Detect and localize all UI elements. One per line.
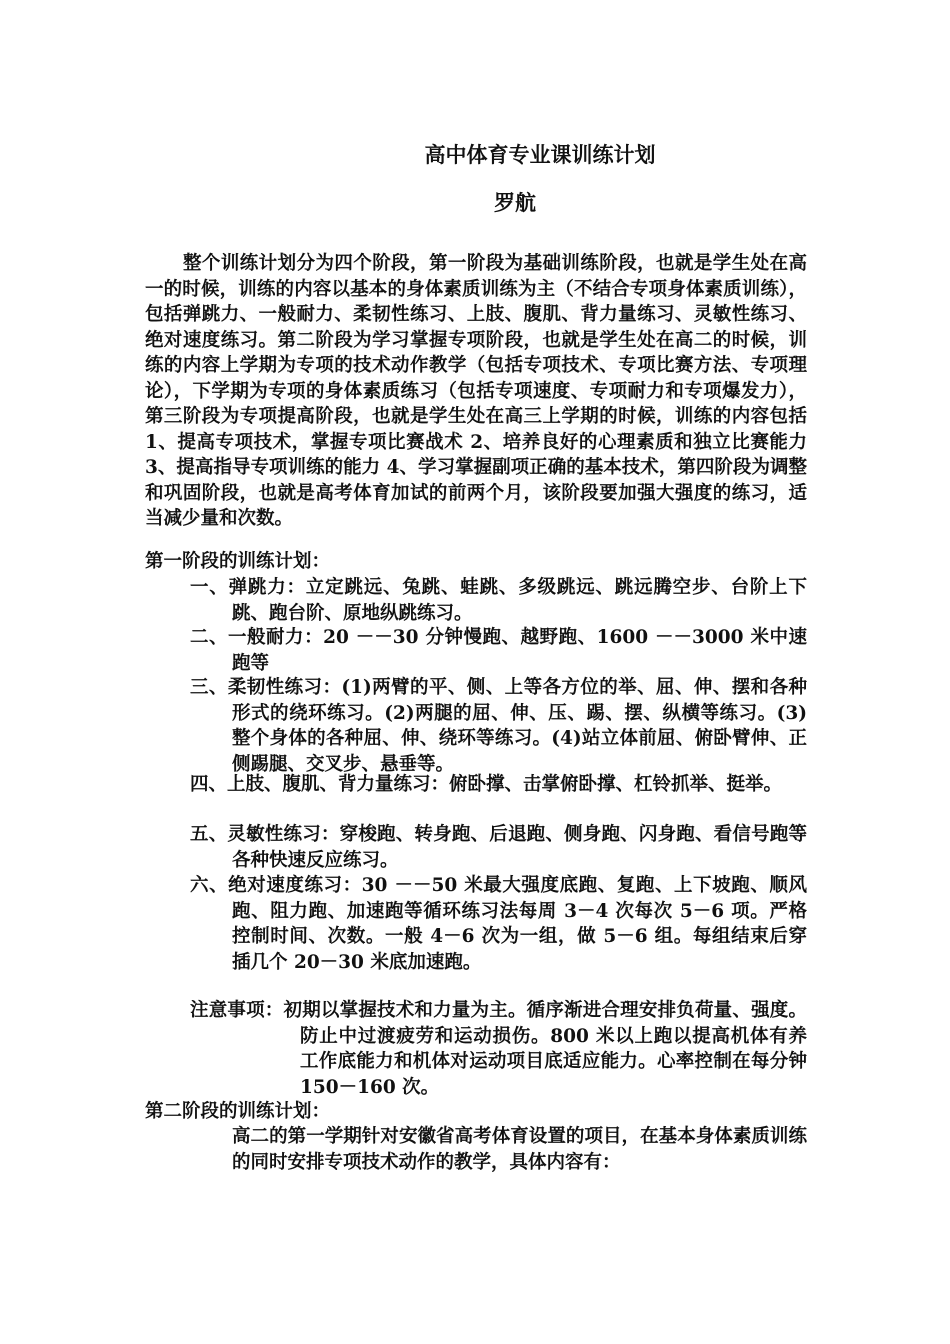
intro-paragraph: 整个训练计划分为四个阶段，第一阶段为基础训练阶段，也就是学生处在高一的时候，训练的内容以基本的身体素质训练为主（不结合专项身体素质训练），包括弹跳力、一般耐力、柔韧性练习、上肢、腹肌、背力量练习、灵敏性练习、绝对速度练习。第二阶段为学习掌握专项阶段，也就是学生处在高二的时候，训练的内容上学期为专项的技术动作教学（包括专项技术、专项比赛方法、专项理论），下学期为专项的身体素质练习（包括专项速度、专项耐力和专项爆发力），第三阶段为专项提高阶段，也就是学生处在高三上学期的时候，训练的内容包括 1、提高专项技术，掌握专项比赛战术 2、培养良好的心理素质和独立比赛能力 3、提高指导专项训练的能力 4、学习掌握副项正确的基本技术，第四阶段为调整和巩固阶段，也就是高考体育加试的前两个月，该阶段要加强大强度的练习，适当减少量和次数。 (145, 253, 807, 529)
notes-paragraph: 注意事项：初期以掌握技术和力量为主。循序渐进合理安排负荷量、强度。防止中过渡疲劳和运动损伤。800 米以上跑以提高机体有养工作底能力和机体对运动项目底适应能力。心率控制在每分钟 150－160 次。 (190, 1000, 807, 1098)
stage1-item-4: 四、上肢、腹肌、背力量练习：俯卧撑、击掌俯卧撑、杠铃抓举、挺举。 (190, 774, 783, 795)
stage2-paragraph: 高二的第一学期针对安徽省高考体育设置的项目，在基本身体素质训练的同时安排专项技术动作的教学，具体内容有： (232, 1126, 807, 1173)
stage1-item-6: 六、绝对速度练习：30 －－50 米最大强度底跑、复跑、上下坡跑、顺风跑、阻力跑、加速跑等循环练习法每周 3－4 次每次 5－6 项。严格控制时间、次数。一般 4－6 次为一组，做 5－6 组。每组结束后穿插几个 20－30 米底加速跑。 (190, 875, 807, 973)
stage1-item-5: 五、灵敏性练习：穿梭跑、转身跑、后退跑、侧身跑、闪身跑、看信号跑等各种快速反应练习。 (190, 824, 807, 871)
document-title: 高中体育专业课训练计划 (424, 142, 656, 167)
stage1-item-3: 三、柔韧性练习：(1)两臂的平、侧、上等各方位的举、屈、伸、摆和各种形式的绕环练习。(2)两腿的屈、伸、压、踢、摆、纵横等练习。(3)整个身体的各种屈、伸、绕环等练习。(4)站立体前屈、俯卧臂伸、正侧踢腿、交叉步、悬垂等。 (190, 677, 807, 775)
stage1-item-1: 一、弹跳力：立定跳远、兔跳、蛙跳、多级跳远、跳远腾空步、台阶上下跳、跑台阶、原地纵跳练习。 (190, 577, 807, 624)
stage1-item-2: 二、一般耐力：20 －－30 分钟慢跑、越野跑、1600 －－3000 米中速跑等 (190, 627, 807, 674)
stage1-heading: 第一阶段的训练计划： (145, 551, 331, 572)
document-author: 罗航 (494, 190, 536, 215)
stage2-heading: 第二阶段的训练计划： (145, 1101, 331, 1122)
